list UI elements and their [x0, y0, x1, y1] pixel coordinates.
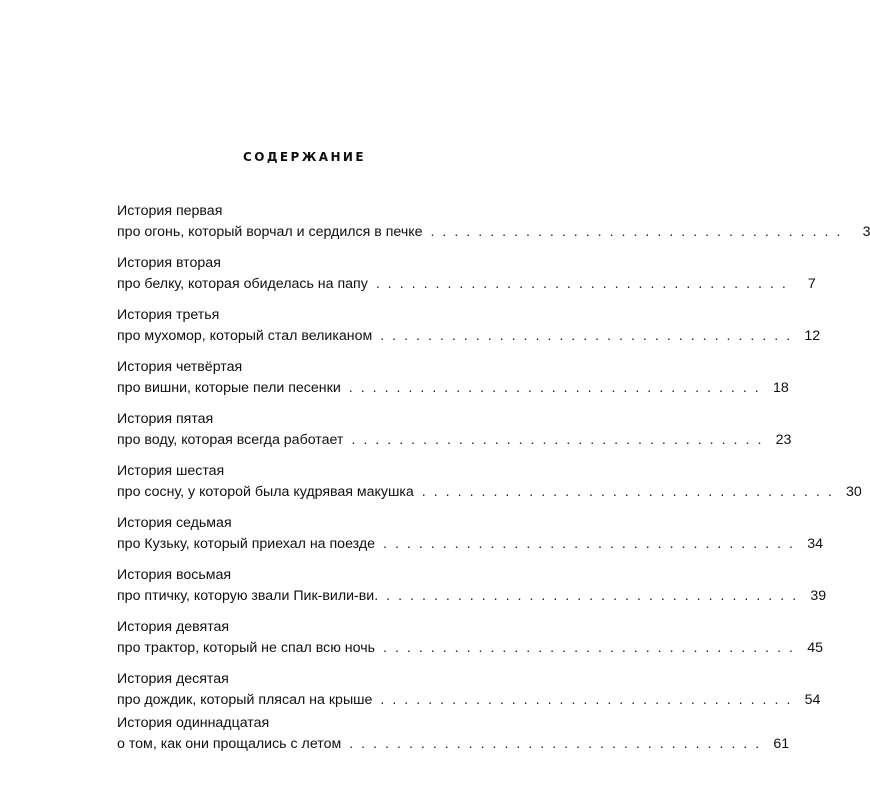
entry-page-number: 23 — [775, 432, 792, 448]
entry-subtitle-line — [117, 482, 862, 503]
entry-heading: История десятая — [117, 671, 229, 687]
entry-subtitle: про дождик, который плясал на крыше — [117, 692, 373, 708]
dot-leader: ................................... — [430, 224, 849, 240]
entry-subtitle: про белку, которая обиделась на папу — [117, 276, 368, 292]
toc-entry — [117, 713, 790, 755]
entry-page-number: 7 — [807, 276, 816, 292]
toc-entry — [117, 617, 823, 659]
entry-subtitle: о том, как они прощались с летом — [117, 736, 342, 752]
entry-page-number: 39 — [810, 588, 827, 604]
table-of-contents — [117, 201, 870, 755]
entry-subtitle-line — [117, 222, 870, 243]
entry-subtitle: про мухомор, который стал великаном — [117, 328, 373, 344]
toc-entry — [117, 513, 823, 555]
toc-entry — [117, 565, 827, 607]
entry-heading: История седьмая — [117, 515, 232, 531]
entry-subtitle-line — [117, 690, 821, 711]
dot-leader: ................................... — [375, 276, 794, 292]
toc-entry — [117, 357, 789, 399]
entry-heading: История шестая — [117, 463, 225, 479]
dot-leader: ................................... — [421, 484, 840, 500]
entry-heading: История первая — [117, 203, 223, 219]
dot-leader: ................................... — [383, 640, 801, 656]
entry-subtitle-line — [117, 274, 816, 295]
dot-leader: ................................... — [349, 736, 768, 752]
entry-subtitle: про Кузьку, который приехал на поезде — [117, 536, 376, 552]
entry-heading: История восьмая — [117, 567, 232, 583]
entry-page-number: 3 — [862, 224, 870, 240]
entry-heading: История третья — [117, 307, 220, 323]
toc-entry — [117, 461, 862, 503]
entry-subtitle-line — [117, 430, 792, 451]
entry-page-number: 18 — [772, 380, 789, 396]
entry-subtitle: про огонь, который ворчал и сердился в печке — [117, 224, 423, 240]
entry-heading: История четвёртая — [117, 359, 243, 375]
toc-entry — [117, 253, 816, 295]
entry-heading: История вторая — [117, 255, 221, 271]
entry-subtitle: про воду, которая всегда работает — [117, 432, 344, 448]
entry-page-number: 34 — [807, 536, 823, 552]
toc-entry — [117, 305, 821, 347]
entry-subtitle: про трактор, который не спал всю ночь — [117, 640, 375, 656]
entry-subtitle-line — [117, 586, 827, 607]
entry-subtitle-line — [117, 638, 823, 659]
entry-subtitle-line — [117, 326, 821, 347]
entry-heading: История одиннадцатая — [117, 715, 270, 731]
entry-subtitle: про вишни, которые пели песенки — [117, 380, 341, 396]
entry-subtitle: про птичку, которую звали Пик-вили-ви. — [117, 588, 379, 604]
entry-heading: История девятая — [117, 619, 230, 635]
entry-subtitle-line — [117, 534, 823, 555]
entry-subtitle-line — [117, 734, 790, 755]
dot-leader: ................................... — [380, 692, 799, 708]
entry-page-number: 45 — [807, 640, 823, 656]
toc-entry — [117, 669, 821, 711]
entry-page-number: 54 — [804, 692, 821, 708]
entry-subtitle-line — [117, 378, 789, 399]
dot-leader: ................................... — [380, 328, 799, 344]
entry-page-number: 30 — [845, 484, 862, 500]
dot-leader: ................................... — [386, 588, 805, 604]
entry-page-number: 12 — [804, 328, 821, 344]
toc-entry — [117, 201, 870, 243]
toc-title: СОДЕРЖАНИЕ — [243, 150, 366, 164]
dot-leader: ................................... — [351, 432, 770, 448]
entry-page-number: 61 — [773, 736, 790, 752]
toc-entry — [117, 409, 792, 451]
entry-heading: История пятая — [117, 411, 214, 427]
dot-leader: ................................... — [348, 380, 767, 396]
entry-subtitle: про сосну, у которой была кудрявая макушка — [117, 484, 414, 500]
dot-leader: ................................... — [383, 536, 801, 552]
